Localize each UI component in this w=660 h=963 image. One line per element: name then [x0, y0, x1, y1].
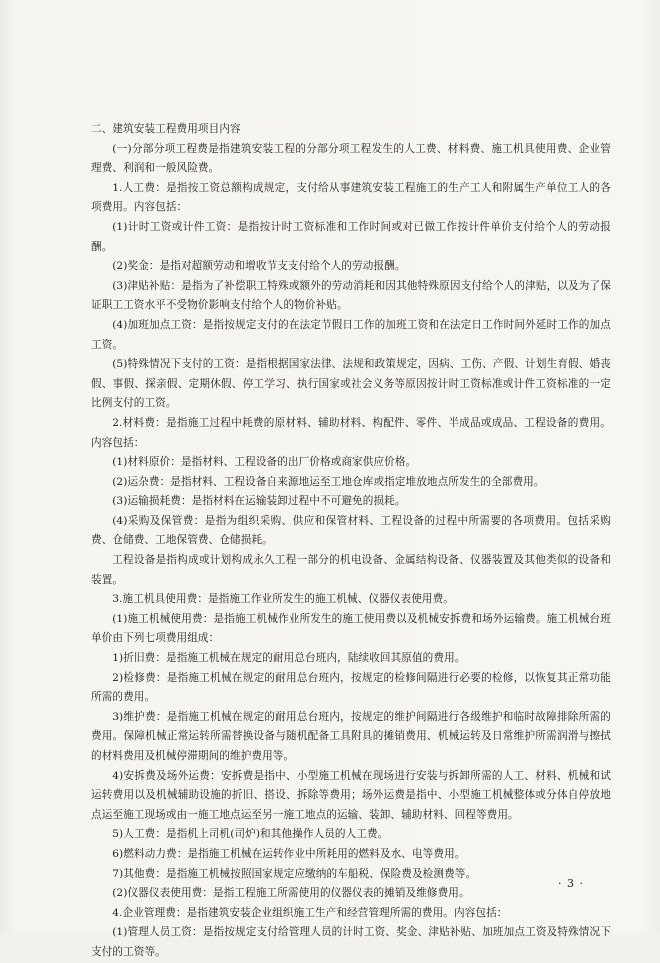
paragraph: 3.施工机具使用费：是指施工作业所发生的施工机械、仪器仪表使用费。 — [112, 593, 454, 606]
paragraph: (1)施工机械使用费：是指施工机械作业所发生的施工使用费以及机械安拆费和场外运输费。施工机械台班单价由下列七项费用组成： — [91, 612, 611, 645]
paragraph: 2.材料费：是指施工过程中耗费的原材料、辅助材料、构配件、零件、半成品或成品、工程设备的费用。内容包括： — [91, 416, 611, 449]
paragraph: 工程设备是指构成或计划构成永久工程一部分的机电设备、金属结构设备、仪器装置及其他类似的设备和装置。 — [91, 554, 611, 586]
paragraph: 1.人工费：是指按工资总额构成规定，支付给从事建筑安装工程施工的生产工人和附属生产单位工人的各项费用。内容包括： — [91, 181, 611, 214]
paragraph: (1)材料原价：是指材料、工程设备的出厂价格或商家供应价格。 — [112, 456, 417, 469]
paragraph: (2)仪器仪表使用费：是指工程施工所需使用的仪器仪表的摊销及维修费用。 — [112, 887, 470, 900]
paragraph: 5)人工费：是指机上司机(司炉)和其他操作人员的人工费。 — [112, 828, 389, 841]
paragraph: (1)计时工资或计件工资：是指按计时工资标准和工作时间或对已做工作按计件单价支付给个人的劳动报酬。 — [91, 220, 611, 253]
paragraph: 4.企业管理费：是指建筑安装企业组织施工生产和经营管理所需的费用。内容包括： — [112, 906, 508, 919]
paragraph: (4)采购及保管费：是指为组织采购、供应和保管材料、工程设备的过程中所需要的各项费用。包括采购费、仓储费、工地保管费、仓储损耗。 — [91, 514, 611, 547]
page-number: · 3 · — [558, 877, 584, 890]
paragraph: 3)维护费：是指施工机械在规定的耐用总台班内，按规定的维护间隔进行各级维护和临时故障排除所需的费用。保障机械正常运转所需替换设备与随机配备工具附具的摊销费用、机械运转及日常维护所需润滑与擦拭的材料费用及机械停滞期间的维护费用等。 — [91, 710, 611, 762]
paragraph: 7)其他费：是指施工机械按照国家规定应缴纳的车船税、保险费及检测费等。 — [112, 867, 477, 880]
paragraph: 4)安拆费及场外运费：安拆费是指中、小型施工机械在现场进行安装与拆卸所需的人工、材料、机械和试运转费用以及机械辅助设施的折旧、搭设、拆除等费用；场外运费是指中、小型施工机械整体或分体自停放地点运至施工现场或由一施工地点运至另一施工地点的运输、装卸、辅助材料、回程等费用。 — [91, 769, 611, 821]
section-heading: 二、建筑安装工程费用项目内容 — [91, 123, 241, 135]
paragraph: (一)分部分项工程费是指建筑安装工程的分部分项工程发生的人工费、材料费、施工机具使用费、企业管理费、利润和一般风险费。 — [91, 142, 611, 175]
paragraph: (4)加班加点工资：是指按规定支付的在法定节假日工作的加班工资和在法定日工作时间外延时工作的加点工资。 — [91, 318, 611, 351]
paragraph: (1)管理人员工资：是指按规定支付给管理人员的计时工资、奖金、津贴补贴、加班加点工资及特殊情况下支付的工资等。 — [91, 926, 611, 958]
paragraph: 1)折旧费：是指施工机械在规定的耐用总台班内，陆续收回其原值的费用。 — [112, 652, 466, 665]
paragraph: 2)检修费：是指施工机械在规定的耐用总台班内，按规定的检修间隔进行必要的检修，以恢复其正常功能所需的费用。 — [91, 671, 611, 704]
paragraph: (2)运杂费：是指材料、工程设备自来源地运至工地仓库或指定堆放地点所发生的全部费用。 — [112, 475, 545, 488]
paragraph: (3)津贴补贴：是指为了补偿职工特殊或额外的劳动消耗和因其他特殊原因支付给个人的津贴，以及为了保证职工工资水平不受物价影响支付给个人的物价补贴。 — [91, 279, 611, 312]
body-text — [91, 120, 611, 963]
paragraph: (5)特殊情况下支付的工资：是指根据国家法律、法规和政策规定，因病、工伤、产假、计划生育假、婚丧假、事假、探亲假、定期休假、停工学习、执行国家或社会义务等原因按计时工资标准或计件工资标准的一定比例支付的工资。 — [91, 358, 611, 410]
paragraph: (2)奖金：是指对超额劳动和增收节支支付给个人的劳动报酬。 — [112, 260, 406, 273]
paragraph: 6)燃料动力费：是指施工机械在运转作业中所耗用的燃料及水、电等费用。 — [112, 847, 466, 860]
paragraph: (3)运输损耗费：是指材料在运输装卸过程中不可避免的损耗。 — [112, 495, 406, 508]
